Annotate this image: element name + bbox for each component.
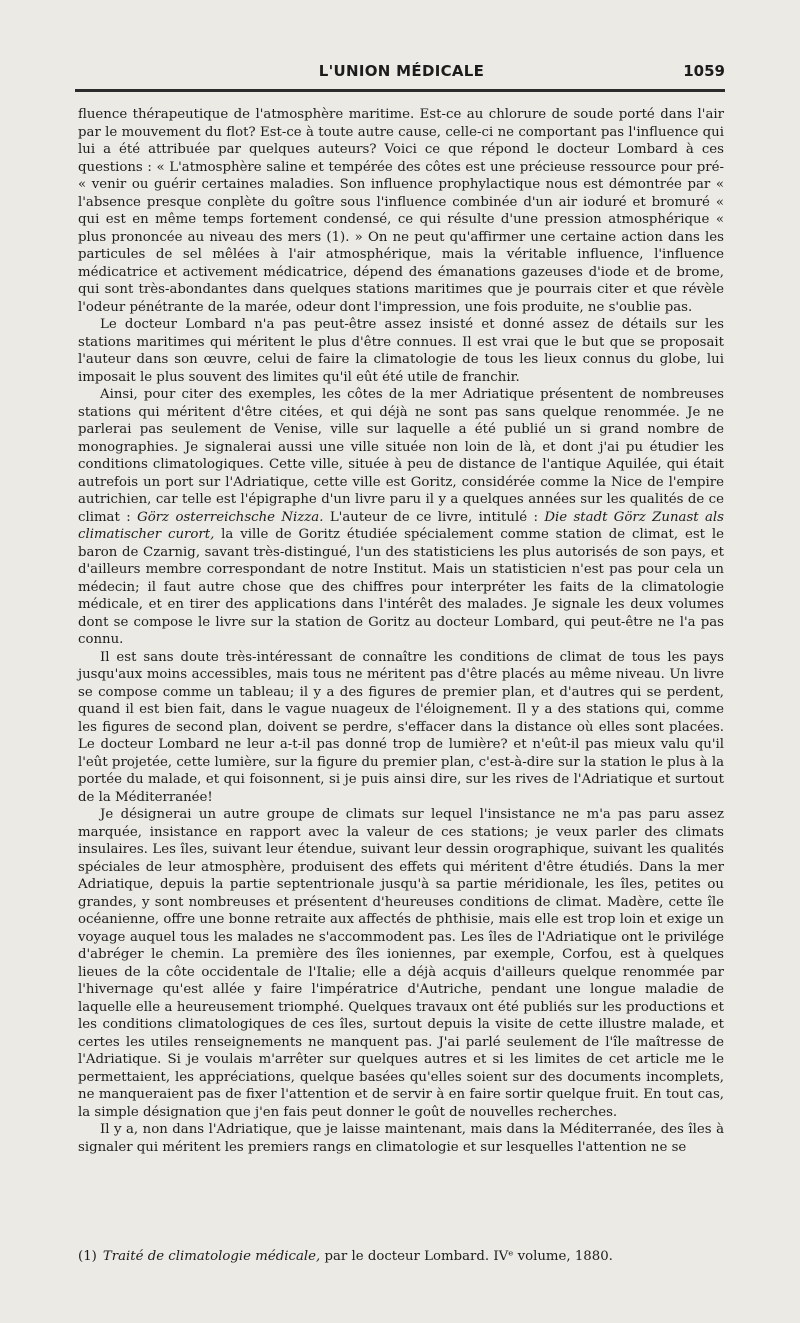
footnote	[78, 1248, 724, 1265]
paragraph-3-text-after: la ville de Goritz étudiée spécialement comme station de climat, est le baron de Czarnig, savant très-distingué, l'un des statisticiens les plus autorisés de son pays, et d'ailleurs membre correspondant de notre Institut. Mais un statisticien n'est pas pour cela un médecin; il faut autre chose que des chiffres pour interpréter les faits de la climatologie médicale, et en tirer des applications dans l'intérêt des malades. Je signale les deux volumes dont se compose le livre sur la station de Goritz au docteur Lombard, qui peut-être ne l'a pas connu.	[78, 527, 724, 647]
page-header	[78, 62, 725, 86]
footnote-book-title: Traité de climatologie médicale,	[102, 1249, 321, 1264]
paragraph-3-text-middle: L'auteur de ce livre, intitulé :	[323, 509, 545, 525]
paragraph-1: fluence thérapeutique de l'atmosphère maritime. Est-ce au chlorure de soude porté dans l'air par le mouvement du flot? Est-ce à toute autre cause, celle-ci ne comportant pas l'influence qui lui a été attribuée par quelques auteurs? Voici ce que répond le docteur Lombard à ces questions : « L'atmosphère saline et tempérée des côtes est une précieuse ressource pour pré- « venir ou guérir certaines maladies. Son influence prophylactique nous est démontrée par « l'absence presque conplète du goître sous l'influence combinée d'un air ioduré et bromuré « qui est en même temps fortement condensé, ce qui résulte d'une pression atmosphérique « plus prononcée au niveau des mers (1). » On ne peut qu'affirmer une certaine action dans les particules de sel mêlées à l'air atmosphérique, mais la véritable influence, l'influence médicatrice et activement médicatrice, dépend des émanations gazeuses d'iode et de brome, qui sont très-abondantes dans quelques stations maritimes que je pourrais citer et que révèle l'odeur pénétrante de la marée, odeur dont l'impression, une fois produite, ne s'oublie pas.	[78, 107, 724, 315]
paragraph-3-text-before: Ainsi, pour citer des exemples, les côtes de la mer Adriatique présentent de nombreuses stations qui méritent d'être citées, et qui déjà ne sont pas sans quelque renommée. Je ne parlerai pas seulement de Venise, ville sur laquelle a été publié un si grand nombre de monographies. Je signalerai aussi une ville située non loin de là, et dont j'ai pu étudier les conditions climatologiques. Cette ville, située à peu de distance de l'antique Aquilée, qui était autrefois un port sur l'Adriatique, cette ville est Goritz, considérée comme la Nice de l'empire autrichien, car telle est l'épigraphe d'un livre paru il y a quelques années sur les qualités de ce climat :	[78, 387, 724, 525]
page-number: 1059	[683, 62, 725, 80]
paragraph-4: Il est sans doute très-intéressant de connaître les conditions de climat de tous les pays jusqu'aux moins accessibles, mais tous ne méritent pas d'être placés au même niveau. Un livre se compose comme un tableau; il y a des figures de premier plan, et d'autres qui se perdent, quand il est bien fait, dans le vague nuageux de l'éloignement. Il y a des stations qui, comme les figures de second plan, doivent se perdre, s'effacer dans la distance où elles sont placées. Le docteur Lombard ne leur a-t-il pas donné trop de lumière? et n'eût-il pas mieux valu qu'il l'eût projetée, cette lumière, sur la figure du premier plan, c'est-à-dire sur la station le plus à la portée du malade, et qui foisonnent, si je puis ainsi dire, sur les rives de l'Adriatique et surtout de la Méditerranée!	[78, 649, 724, 805]
paragraph-3	[78, 386, 724, 649]
paragraph-5: Je désignerai un autre groupe de climats sur lequel l'insistance ne m'a pas paru assez marquée, insistance en rapport avec la valeur de ces stations; je veux parler des climats insulaires. Les îles, suivant leur étendue, suivant leur dessin orographique, suivant les qualités spéciales de leur atmosphère, produisent des effets qui méritent d'être étudiés. Dans la mer Adriatique, depuis la partie septentrionale jusqu'à sa partie méridionale, les îles, petites ou grandes, y sont nombreuses et présentent d'heureuses conditions de climat. Madère, cette île océanienne, offre une bonne retraite aux affectés de phthisie, mais elle est trop loin et exige un voyage auquel tous les malades ne s'accommodent pas. Les îles de l'Adriatique ont le privilége d'abréger le chemin. La première des îles ioniennes, par exemple, Corfou, est à quelques lieues de la côte occidentale de l'Italie; elle a déjà acquis d'ailleurs quelque renommée par l'hivernage qu'est allée y faire l'impératrice d'Autriche, pendant une longue maladie de laquelle elle a heureusement triomphé. Quelques travaux ont été publiés sur les productions et les conditions climatologiques de ces îles, surtout depuis la visite de cette illustre malade, et certes les utiles renseignements ne manquent pas. J'ai parlé seulement de l'île maîtresse de l'Adriatique. Si je voulais m'arrêter sur quelques autres et si les limites de cet article me le permettaient, les appréciations, quelque basées qu'elles soient sur des documents incomplets, ne manqueraient pas de fixer l'attention et de servir à en faire sortir quelque fruit. En tout cas, la simple désignation que j'en fais peut donner le goût de nouvelles recherches.	[78, 807, 724, 1120]
paragraph-6: Il y a, non dans l'Adriatique, que je laisse maintenant, mais dans la Méditerranée, des îles à signaler qui méritent les premiers rangs en climatologie et sur lesquelles l'attention ne se	[78, 1122, 724, 1155]
footnote-number: (1)	[78, 1249, 97, 1264]
book-title-german: Die stadt Görz Zunast als climatischer curort,	[78, 509, 725, 542]
paragraph-2: Le docteur Lombard n'a pas peut-être assez insisté et donné assez de détails sur les stations maritimes qui méritent le plus d'être connues. Il est vrai que le but que se proposait l'auteur dans son œuvre, celui de faire la climatologie de tous les lieux connus du globe, lui imposait le plus souvent des limites qu'il eût été utile de franchir.	[78, 317, 724, 385]
header-rule	[75, 89, 725, 92]
running-title: L'UNION MÉDICALE	[318, 62, 485, 80]
book-title-epigraph: Görz osterreichsche Nizza.	[137, 509, 324, 525]
footnote-text: par le docteur Lombard. IVᵉ volume, 1880.	[320, 1249, 613, 1264]
article-body	[78, 106, 724, 1156]
